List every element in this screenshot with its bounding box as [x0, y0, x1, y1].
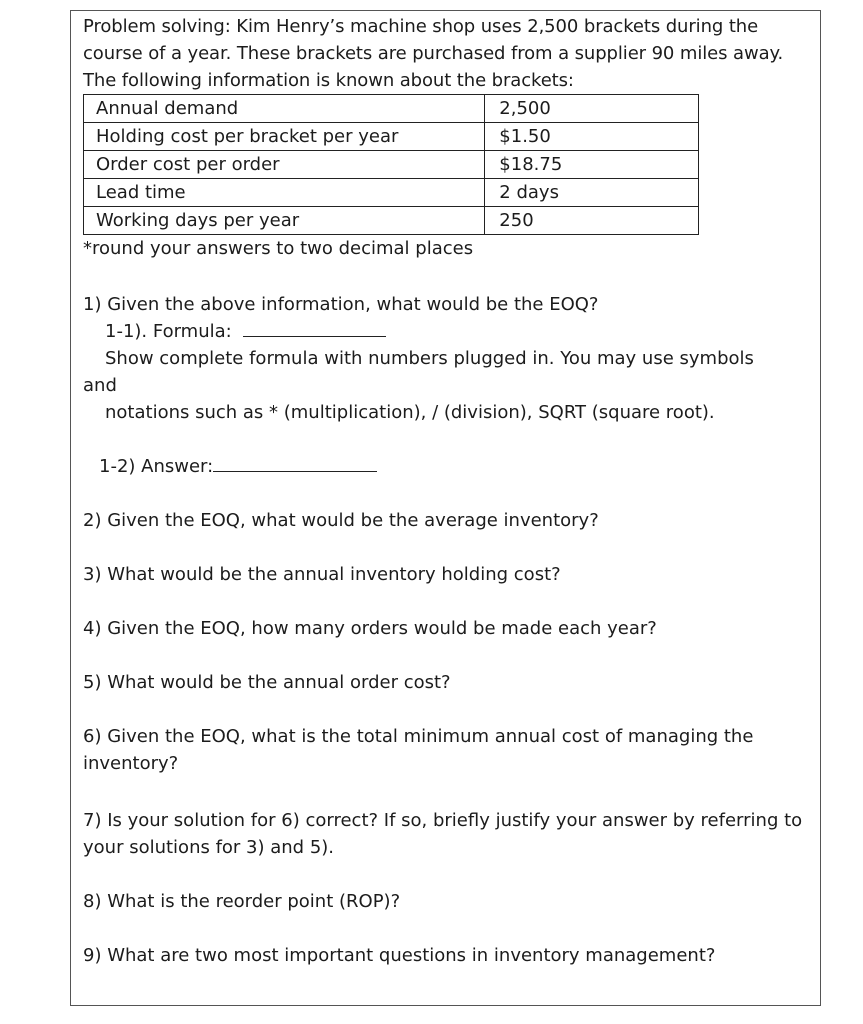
- question-4: 4) Given the EOQ, how many orders would be made each year?: [83, 618, 657, 639]
- problem-intro: Problem solving: Kim Henry’s machine shop uses 2,500 brackets during the course of a year. These brackets are purchased from a supplier 90 miles away. The following information is known about the brackets:: [83, 16, 784, 91]
- formula-label: 1-1). Formula:: [105, 321, 232, 342]
- document-content: [83, 13, 808, 969]
- table-cell-value: $18.75: [485, 151, 699, 179]
- formula-instruction-b: and: [83, 375, 117, 396]
- table-row: [84, 207, 699, 235]
- answer-label: 1-2) Answer:: [99, 456, 214, 477]
- question-5: 5) What would be the annual order cost?: [83, 672, 451, 693]
- formula-instruction-c: notations such as * (multiplication), / (division), SQRT (square root).: [105, 402, 715, 423]
- bracket-info-table: [83, 94, 699, 235]
- question-2: 2) Given the EOQ, what would be the average inventory?: [83, 510, 599, 531]
- table-cell-value: 2,500: [485, 95, 699, 123]
- table-cell-label: Working days per year: [84, 207, 485, 235]
- table-row: [84, 151, 699, 179]
- question-1: 1) Given the above information, what would be the EOQ?: [83, 294, 599, 315]
- formula-blank[interactable]: [243, 318, 386, 337]
- table-cell-label: Annual demand: [84, 95, 485, 123]
- question-6: 6) Given the EOQ, what is the total minimum annual cost of managing the inventory?: [83, 726, 754, 774]
- formula-instruction-a: Show complete formula with numbers plugged in. You may use symbols: [105, 348, 754, 369]
- answer-line: [83, 453, 808, 480]
- table-row: [84, 95, 699, 123]
- table-cell-label: Lead time: [84, 179, 485, 207]
- formula-line: [83, 318, 808, 345]
- document-frame: [70, 10, 821, 1006]
- question-3: 3) What would be the annual inventory holding cost?: [83, 564, 561, 585]
- table-cell-label: Holding cost per bracket per year: [84, 123, 485, 151]
- table-row: [84, 123, 699, 151]
- table-row: [84, 179, 699, 207]
- table-cell-label: Order cost per order: [84, 151, 485, 179]
- table-cell-value: 2 days: [485, 179, 699, 207]
- question-9: 9) What are two most important questions in inventory management?: [83, 945, 716, 966]
- table-cell-value: $1.50: [485, 123, 699, 151]
- question-7: 7) Is your solution for 6) correct? If so, briefly justify your answer by referring to your solutions for 3) and 5).: [83, 810, 803, 858]
- question-8: 8) What is the reorder point (ROP)?: [83, 891, 401, 912]
- table-cell-value: 250: [485, 207, 699, 235]
- rounding-note: *round your answers to two decimal places: [83, 238, 474, 259]
- answer-blank[interactable]: [213, 453, 377, 472]
